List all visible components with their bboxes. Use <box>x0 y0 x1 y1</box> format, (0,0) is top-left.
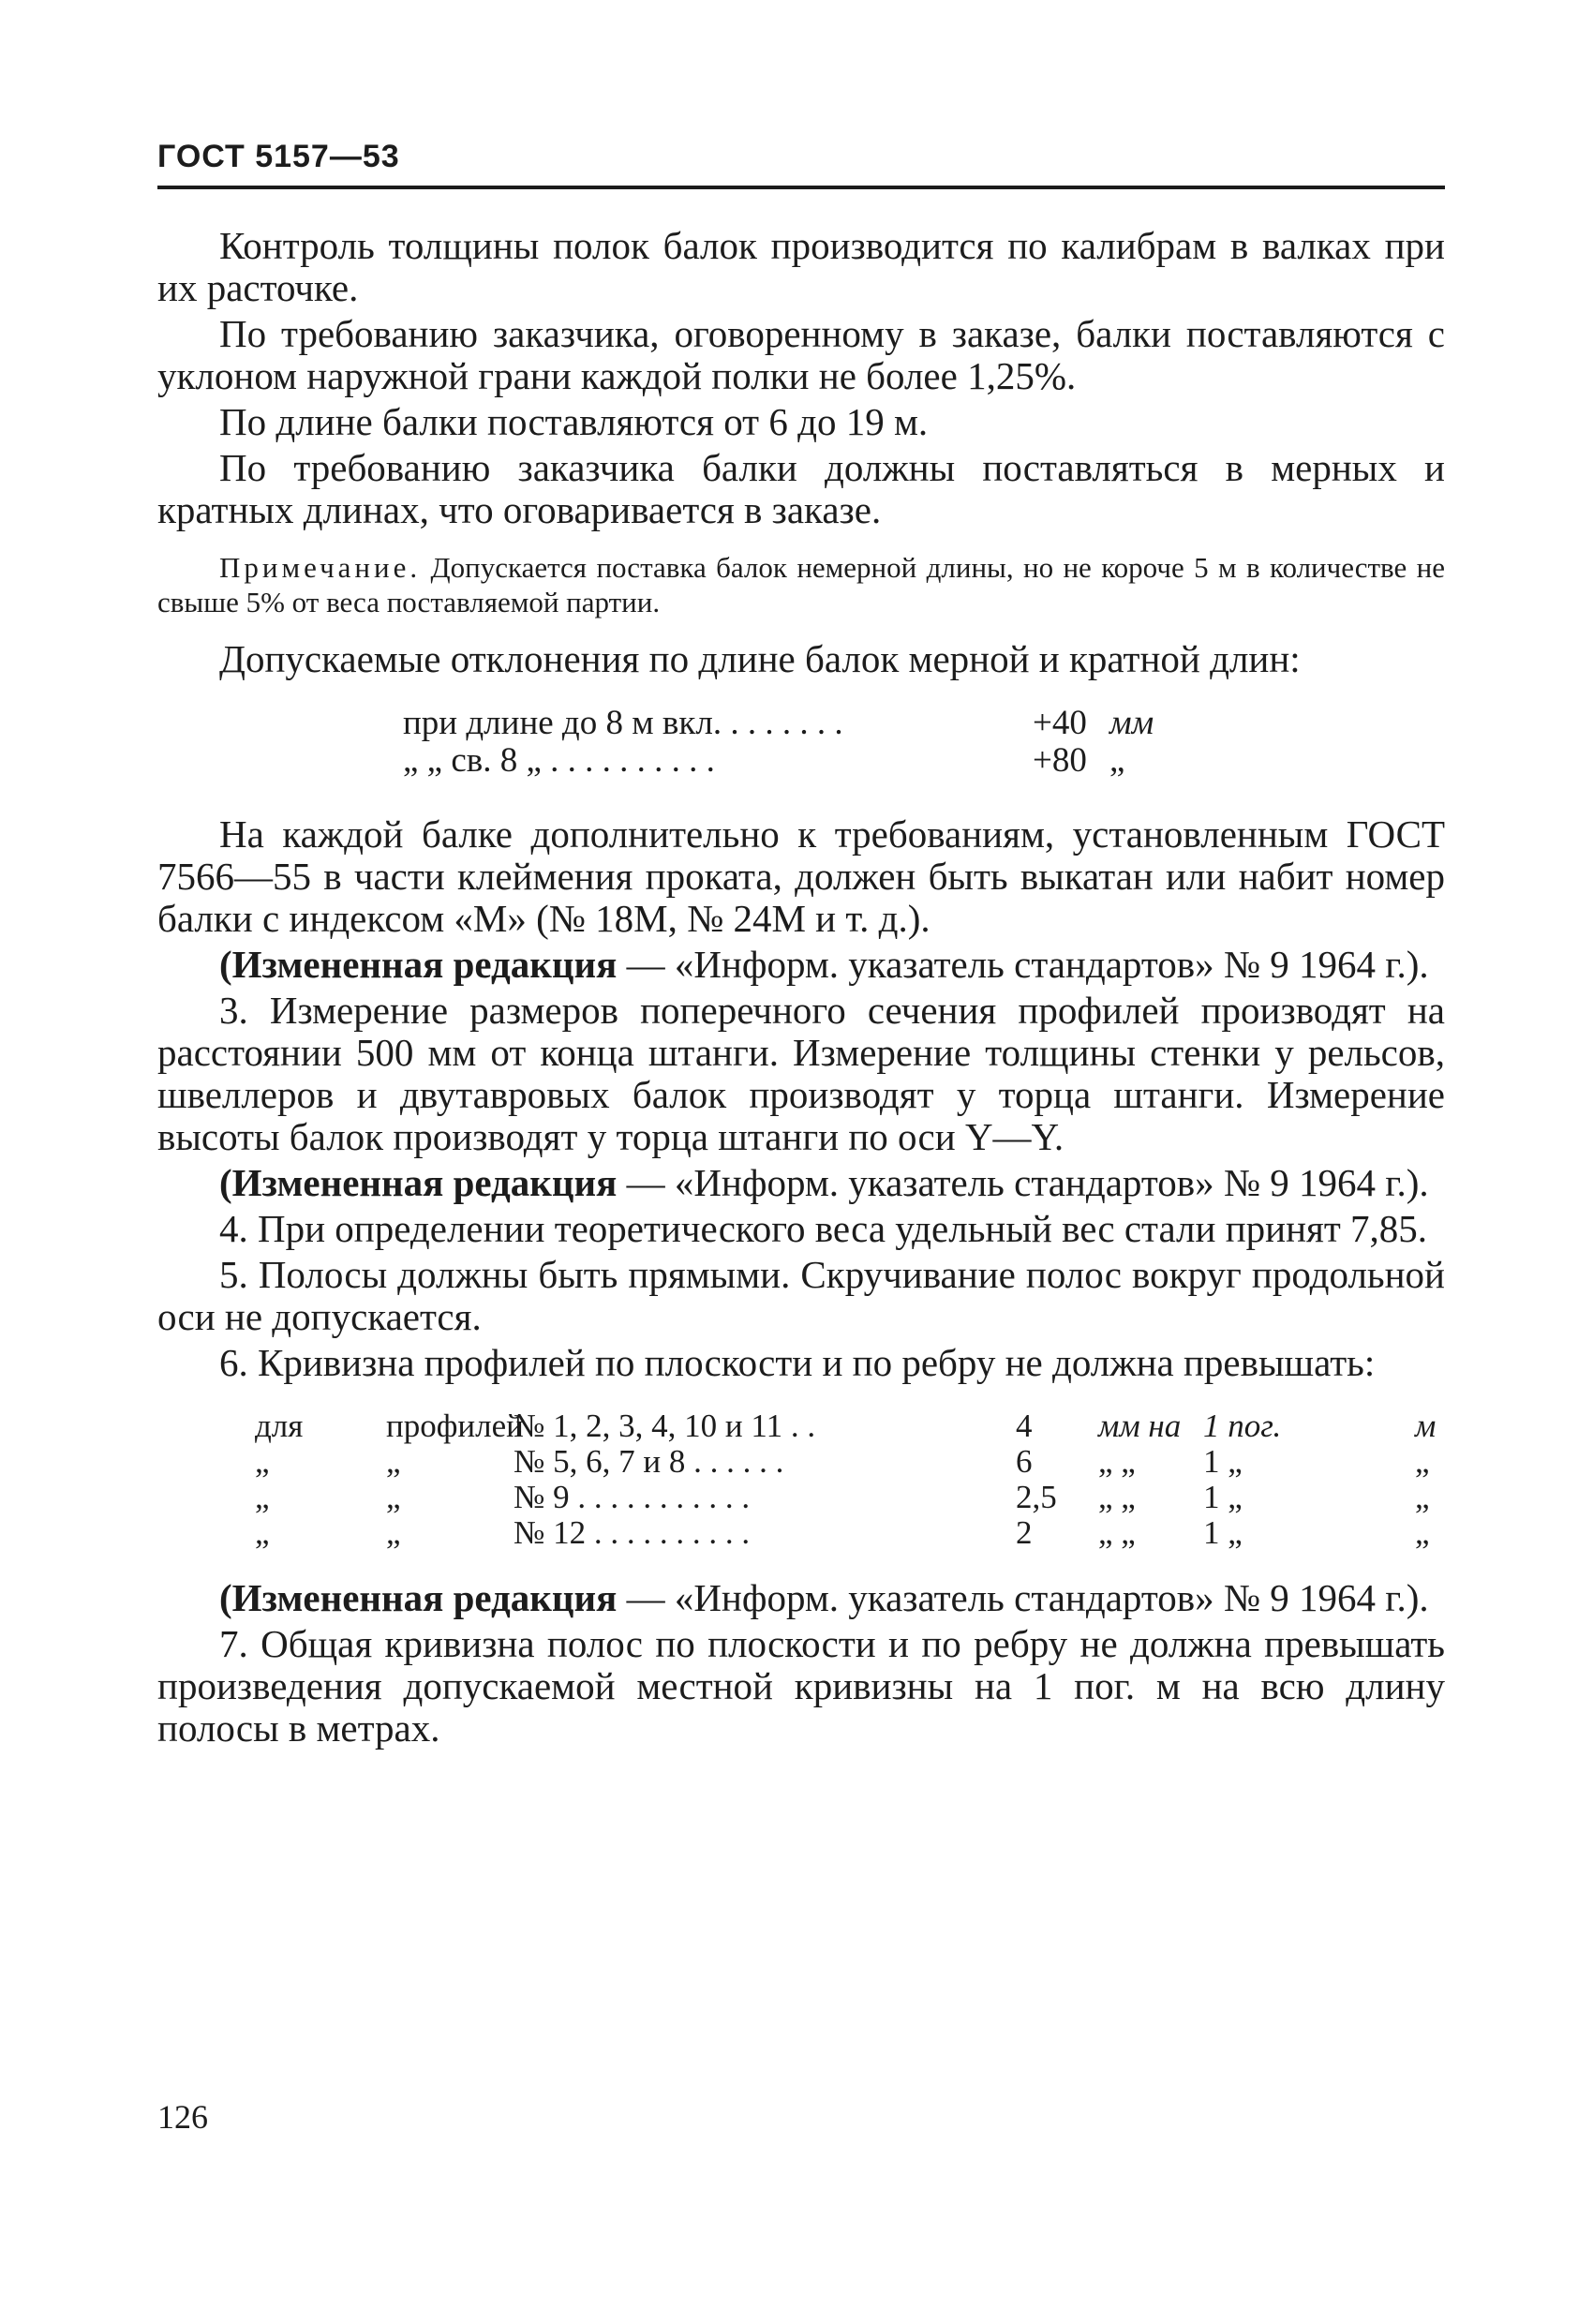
paragraph-section-4: 4. При определении теоретического веса удельный вес стали принят 7,85. <box>219 1207 1428 1250</box>
paragraph-flange-control: Контроль толщины полок балок производится по калибрам в валках при их расточке. <box>157 224 1445 309</box>
curvature-col-for: для <box>255 1408 304 1444</box>
curvature-col-m: „ <box>1415 1514 1430 1551</box>
amendment-text: — «Информ. указатель стандартов» № 9 1964 г.). <box>626 1576 1429 1619</box>
tolerance-unit: „ <box>1109 741 1125 780</box>
curvature-col-numbers: № 5, 6, 7 и 8 . . . . . . <box>514 1443 784 1480</box>
curvature-col-unit: мм на <box>1098 1408 1182 1444</box>
paragraph-section-7: 7. Общая кривизна полос по плоскости и по ребру не должна превышать произведения допускаемой местной кривизны на 1 пог. м на всю длину полосы в метрах. <box>157 1622 1445 1750</box>
curvature-col-m: „ <box>1415 1479 1430 1515</box>
paragraph-tolerance-intro: Допускаемые отклонения по длине балок мерной и кратной длин: <box>219 637 1301 680</box>
curvature-row <box>157 1480 1445 1515</box>
amendment-note <box>157 944 1445 986</box>
tolerance-condition: при длине до 8 м вкл. . . . . . . . <box>403 704 843 742</box>
curvature-col-value: 6 <box>1016 1443 1033 1480</box>
curvature-col-per: 1 пог. <box>1203 1408 1282 1444</box>
curvature-col-value: 2,5 <box>1016 1479 1057 1515</box>
tolerance-table <box>157 705 1445 780</box>
curvature-col-for: „ <box>255 1443 270 1480</box>
header-rule <box>157 186 1445 189</box>
curvature-table <box>157 1408 1445 1551</box>
amendment-text: — «Информ. указатель стандартов» № 9 1964 г.). <box>626 1161 1429 1204</box>
tolerance-value: +40 <box>1033 704 1087 742</box>
curvature-col-profile: „ <box>386 1443 401 1480</box>
curvature-col-for: „ <box>255 1514 270 1551</box>
amendment-note <box>157 1577 1445 1619</box>
document-header: ГОСТ 5157—53 <box>157 139 400 174</box>
curvature-col-value: 4 <box>1016 1408 1033 1444</box>
note-label: Примечание. <box>219 551 422 584</box>
curvature-row <box>157 1408 1445 1444</box>
paragraph-marking: На каждой балке дополнительно к требованиям, установленным ГОСТ 7566—55 в части клеймения проката, должен быть выкатан или набит номер балки с индексом «М» (№ 18М, № 24М и т. д.). <box>157 812 1445 940</box>
curvature-col-value: 2 <box>1016 1514 1033 1551</box>
curvature-col-per: 1 „ <box>1203 1443 1243 1480</box>
curvature-col-numbers: № 1, 2, 3, 4, 10 и 11 . . <box>514 1408 816 1444</box>
page-number: 126 <box>157 2098 208 2136</box>
curvature-col-m: м <box>1415 1408 1437 1444</box>
tolerance-row <box>157 742 1445 780</box>
amendment-label: (Измененная редакция <box>219 943 618 986</box>
note <box>157 550 1445 619</box>
curvature-col-numbers: № 12 . . . . . . . . . . <box>514 1514 751 1551</box>
curvature-col-profile: „ <box>386 1514 401 1551</box>
paragraph-section-3: 3. Измерение размеров поперечного сечения профилей производят на расстоянии 500 мм от конца штанги. Измерение толщины стенки у рельсов, швеллеров и двутавровых балок производят у торца штанги. Измерение высоты балок производят у торца штанги по оси Y—Y. <box>157 989 1445 1158</box>
amendment-note <box>157 1162 1445 1204</box>
tolerance-value: +80 <box>1033 741 1087 780</box>
paragraph-length: По длине балки поставляются от 6 до 19 м. <box>219 400 929 443</box>
amendment-label: (Измененная редакция <box>219 1161 618 1204</box>
curvature-col-unit: „ „ <box>1098 1443 1136 1480</box>
curvature-col-per: 1 „ <box>1203 1514 1243 1551</box>
curvature-col-unit: „ „ <box>1098 1514 1136 1551</box>
curvature-col-profile: „ <box>386 1479 401 1515</box>
curvature-col-m: „ <box>1415 1443 1430 1480</box>
curvature-col-numbers: № 9 . . . . . . . . . . . <box>514 1479 751 1515</box>
paragraph-slope: По требованию заказчика, оговоренному в заказе, балки поставляются с уклоном наружной грани каждой полки не более 1,25%. <box>157 312 1445 397</box>
page-body <box>157 225 1445 1750</box>
curvature-col-unit: „ „ <box>1098 1479 1136 1515</box>
paragraph-measured-lengths: По требованию заказчика балки должны поставляться в мерных и кратных длинах, что оговаривается в заказе. <box>157 446 1445 531</box>
amendment-label: (Измененная редакция <box>219 1576 618 1619</box>
tolerance-row <box>157 705 1445 742</box>
curvature-col-for: „ <box>255 1479 270 1515</box>
note-text: Допускается поставка балок немерной длины, но не короче 5 м в количестве не свыше 5% от веса поставляемой партии. <box>157 551 1446 618</box>
paragraph-section-5: 5. Полосы должны быть прямыми. Скручивание полос вокруг продольной оси не допускается. <box>157 1253 1445 1338</box>
paragraph-section-6: 6. Кривизна профилей по плоскости и по ребру не должна превышать: <box>219 1341 1376 1384</box>
curvature-col-per: 1 „ <box>1203 1479 1243 1515</box>
curvature-col-profile: профилей <box>386 1408 524 1444</box>
curvature-row <box>157 1444 1445 1480</box>
curvature-row <box>157 1515 1445 1551</box>
tolerance-unit: мм <box>1109 704 1154 742</box>
amendment-text: — «Информ. указатель стандартов» № 9 1964 г.). <box>626 943 1429 986</box>
tolerance-condition: „ „ св. 8 „ . . . . . . . . . . <box>403 741 715 780</box>
